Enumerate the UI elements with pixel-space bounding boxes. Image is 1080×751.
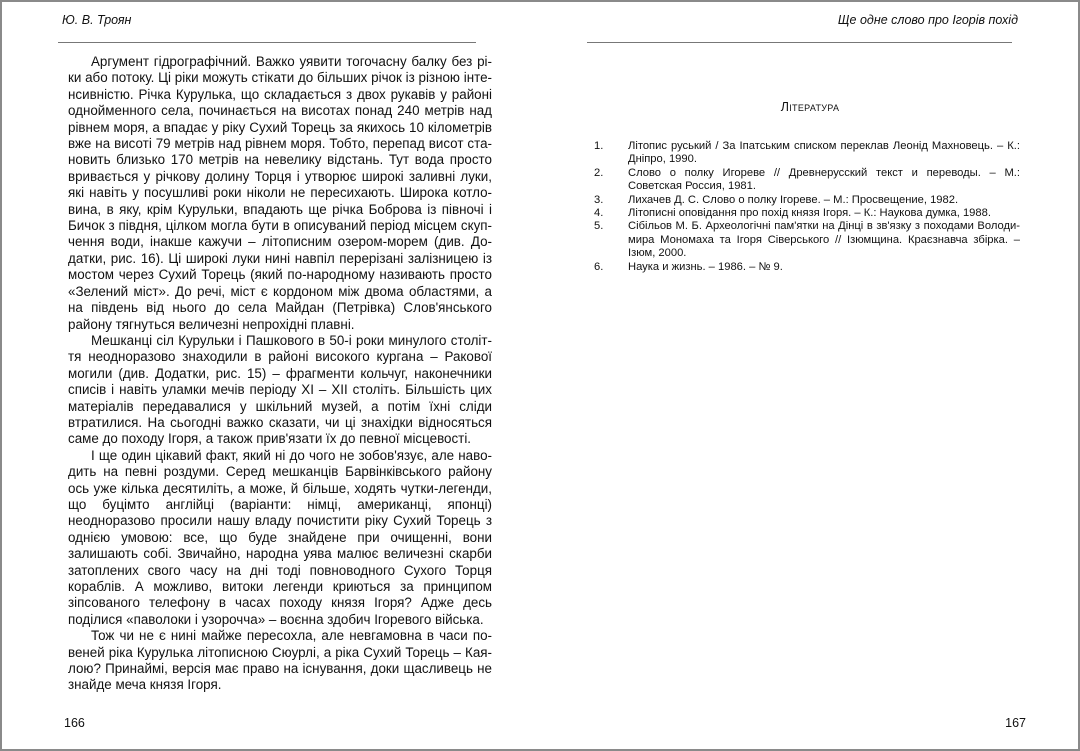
paragraph: Аргумент гідрографічний. Важко уявити тогочасну балку без ріки або потоку. Ці ріки можуть стікати до більших річок із різною інтенсивністю. Річка Курулька, що складається з двох рукавів у районі однойменного села, починається на висотах понад 240 метрів над рівнем моря, а впадає у ріку Сухий Торець за якихось 10 кілометрів вже на висоті 79 метрів над рівнем моря. Тобто, перепад висот становить близько 170 метрів на невелику відстань. Тут вода просто вривається у річкову долину Торця і утворює широкі заливні луки, які навіть у посушливі роки ніколи не пересихають. Широка котловина, в яку, крім Курульки, впадають ще річка Боброва із півночі і Бичок з півдня, цілком могла бути в описуваний період місцем скупчення води, інакше кажучи – літописним озером-морем (див. Додатки, рис. 16). Ці широкі луки нині навпіл перерізані залізницею із мостом через Сухий Торець (який по-народному називають просто «Зелений міст». До речі, міст є кордоном між двома областями, а на південь від нього до села Майдан (Петрівка) Слов'янського району тягнуться величезні непрохідні плавні. (68, 54, 492, 332)
item-number: 5. (594, 220, 604, 233)
header-rule (587, 42, 1012, 43)
running-head-author: Ю. В. Троян (62, 13, 132, 27)
item-text: Літописні оповідання про похід князя Ігоря. – К.: Наукова думка, 1988. (628, 207, 991, 220)
paragraph: І ще один цікавий факт, який ні до чого не зобов'язує, але наводить на певні роздуми. Серед мешканців Барвінківського району ось уже кілька десятиліть, а може, й більше, ходять чутки-легенди, що буцімто англійці (варіанти: німці, американці, японці) неодноразово просили нашу владу почистити ріку Сухий Торець з однією умовою: все, що буде знайдене при очищенні, вони залишають собі. Звичайно, народна уява малює величезні скарби затоплених свого часу на дні тоді повноводного Сухого Торця кораблів. А можливо, витоки легенди криються за принципом зіпсованого телефону в часах походу князя Ігоря? Адже десь поділися «паволоки і узорочча» – воєнна здобич Ігоревого війська. (68, 447, 492, 627)
header-rule (58, 42, 476, 43)
right-page (542, 2, 1078, 749)
page-number: 167 (1005, 716, 1026, 730)
bibliography-item (592, 220, 1020, 260)
item-text: Літопис руський / За Іпатським списком переклав Леонід Махновець. – К.: Дніпро, 1990. (628, 140, 1020, 166)
bibliography-item (592, 167, 1020, 194)
item-number: 6. (594, 260, 604, 273)
item-number: 1. (594, 140, 604, 152)
item-text: Слово о полку Игореве // Древнерусский текст и переводы. – М.: Советская Россия, 1981. (628, 166, 1020, 193)
body-text (68, 54, 492, 694)
running-head-title: Ще одне слово про Ігорів похід (837, 13, 1018, 27)
paragraph: Тож чи не є нині майже пересохла, але невгамовна в часи повеней ріка Курулька літописною Сюурлі, а ріка Сухий Торець – Каялою? Принаймі, версія має право на існування, доки щасливець не знайде меча князя Ігоря. (68, 628, 492, 693)
item-text: Сібільов М. Б. Археологічні пам'ятки на Дінці в зв'язку з походами Володимира Мономаха та Ігоря Сіверського // Ізюмщина. Краєзнавча збірка. – Ізюм, 2000. (628, 220, 1020, 260)
item-number: 2. (594, 166, 604, 179)
bibliography-item (592, 194, 1020, 207)
item-text: Лихачев Д. С. Слово о полку Ігореве. – М.: Просвещение, 1982. (628, 193, 959, 206)
bibliography-list (592, 140, 1020, 274)
item-number: 3. (594, 193, 604, 206)
page-number: 166 (64, 716, 85, 730)
item-text: Наука и жизнь. – 1986. – № 9. (628, 260, 783, 273)
bibliography-item (592, 261, 1020, 274)
bibliography-item (592, 207, 1020, 220)
paragraph: Мешканці сіл Курульки і Пашкового в 50-і роки минулого століття неодноразово знаходили в районі високого кургана – Ракової могили (див. Додатки, рис. 15) – фрагменти кольчуг, наконечники списів і навіть уламки мечів періоду XI – XII століть. Більшість цих матеріалів передавалися у шкільний музей, а потім їхні сліди втратилися. На сьогодні важко сказати, чи ці знахідки відносяться саме до походу Ігоря, а також прив'язати їх до певної місцевості. (68, 332, 492, 447)
item-number: 4. (594, 207, 604, 220)
section-title: Література (780, 100, 840, 114)
left-page (2, 2, 542, 749)
bibliography-item (592, 140, 1020, 167)
